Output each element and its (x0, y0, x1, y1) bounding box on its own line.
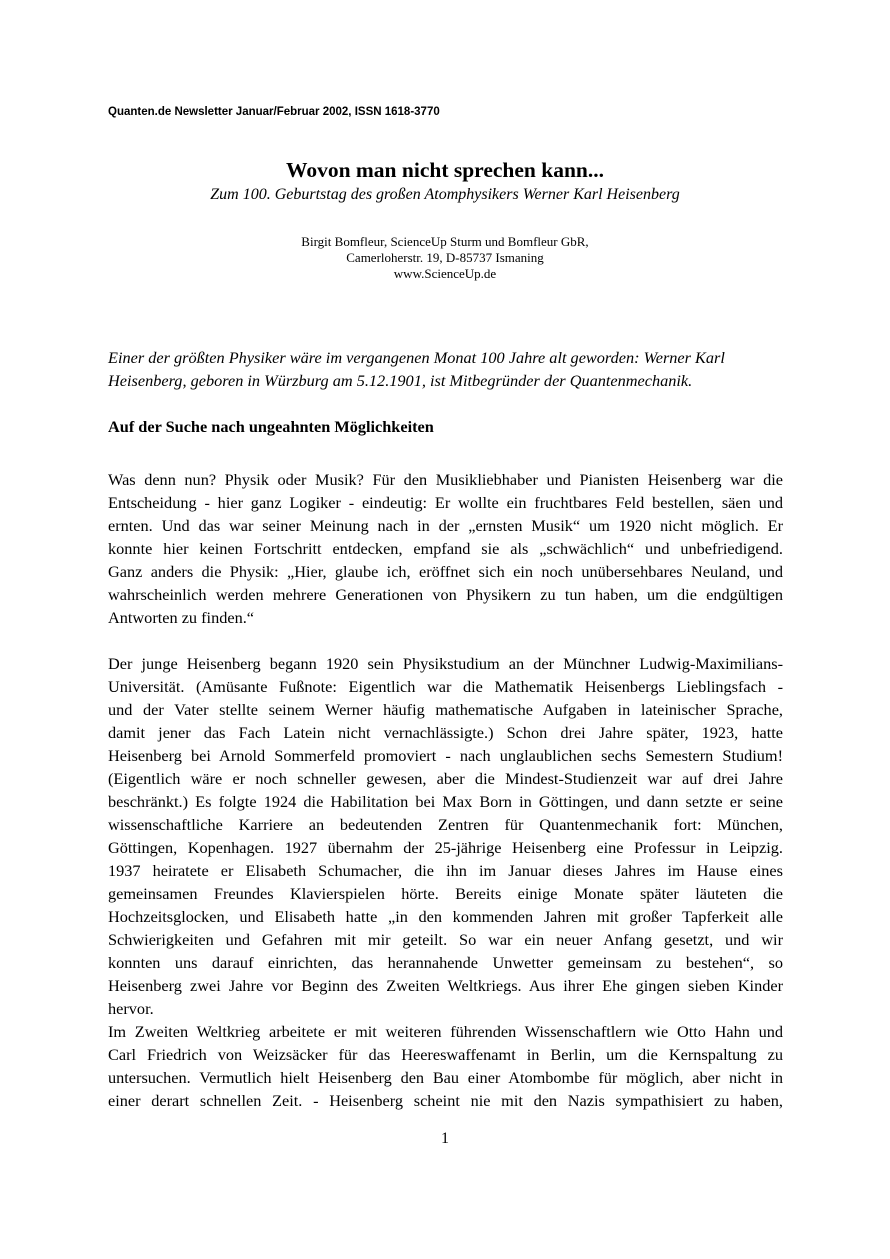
text-line: Der junge Heisenberg begann 1920 sein Physikstudium an der Münchner Ludwig-Maximilians- (108, 654, 783, 673)
lead-line: Einer der größten Physiker wäre im vergangenen Monat 100 Jahre alt geworden: Werner Karl (108, 348, 725, 367)
paragraph-1 (108, 468, 783, 629)
newsletter-header: Quanten.de Newsletter Januar/Februar 2002, ISSN 1618-3770 (108, 106, 440, 118)
text-line: ernten. Und das war seiner Meinung nach in der „ernsten Musik“ um 1920 nicht möglich. Er (108, 516, 783, 535)
article-subtitle: Zum 100. Geburtstag des großen Atomphysikers Werner Karl Heisenberg (210, 186, 680, 203)
text-line: Ganz anders die Physik: „Hier, glaube ich, eröffnet sich ein noch unübersehbares Neuland, und (108, 562, 783, 581)
text-line: gemeinsamen Freundes Klavierspielen hörte. Bereits einige Monate später läuteten die (108, 884, 783, 903)
text-line: Universität. (Amüsante Fußnote: Eigentlich war die Mathematik Heisenbergs Lieblingsfach - (108, 677, 783, 696)
text-line: Carl Friedrich von Weizsäcker für das Heereswaffenamt in Berlin, um die Kernspaltung zu (108, 1045, 783, 1064)
text-line: damit jener das Fach Latein nicht vernachlässigte.) Schon drei Jahre später, 1923, hatte (108, 723, 783, 742)
author-line: Birgit Bomfleur, ScienceUp Sturm und Bomfleur GbR, (301, 234, 589, 249)
lead-line: Heisenberg, geboren in Würzburg am 5.12.1901, ist Mitbegründer der Quantenmechanik. (108, 371, 693, 390)
author-block (0, 234, 890, 282)
text-line: Antworten zu finden.“ (108, 608, 255, 627)
page-number: 1 (441, 1130, 449, 1147)
text-line: 1937 heiratete er Elisabeth Schumacher, die ihn im Januar dieses Jahres im Hause eines (108, 861, 783, 880)
text-line: Hochzeitsglocken, und Elisabeth hatte „in den kommenden Jahren mit großer Tapferkeit alle (108, 907, 783, 926)
text-line: und der Vater stellte seinem Werner häufig mathematische Aufgaben in lateinischer Sprache, (108, 700, 783, 719)
text-line: hervor. (108, 999, 154, 1018)
text-line: (Eigentlich wäre er noch schneller gewesen, aber die Mindest-Studienzeit war auf drei Jahre (108, 769, 783, 788)
section-heading: Auf der Suche nach ungeahnten Möglichkeiten (108, 417, 434, 436)
article-title: Wovon man nicht sprechen kann... (286, 158, 604, 182)
author-website: www.ScienceUp.de (393, 266, 497, 281)
text-line: untersuchen. Vermutlich hielt Heisenberg den Bau einer Atombombe für möglich, aber nicht in (108, 1068, 783, 1087)
lead-paragraph (108, 346, 783, 392)
text-line: Was denn nun? Physik oder Musik? Für den Musikliebhaber und Pianisten Heisenberg war die (108, 470, 783, 489)
text-line: Im Zweiten Weltkrieg arbeitete er mit weiteren führenden Wissenschaftlern wie Otto Hahn und (108, 1022, 783, 1041)
text-line: Entscheidung - hier ganz Logiker - eindeutig: Er wollte ein fruchtbares Feld bestellen, säen und (108, 493, 783, 512)
paragraph-2 (108, 652, 783, 1112)
author-address: Camerloherstr. 19, D-85737 Ismaning (346, 250, 544, 265)
text-line: konnte hier keinen Fortschritt entdecken, empfand sie als „schwächlich“ und unbefriedigend. (108, 539, 783, 558)
text-line: Heisenberg bei Arnold Sommerfeld promoviert - nach unglaublichen sechs Semestern Studium! (108, 746, 783, 765)
text-line: Göttingen, Kopenhagen. 1927 übernahm der 25-jährige Heisenberg eine Professur in Leipzig. (108, 838, 783, 857)
text-line: konnten uns darauf einrichten, das herannahende Unwetter gemeinsam zu bestehen“, so (108, 953, 783, 972)
text-line: Schwierigkeiten und Gefahren mit mir geteilt. So war ein neuer Anfang gesetzt, und wir (108, 930, 783, 949)
text-line: beschränkt.) Es folgte 1924 die Habilitation bei Max Born in Göttingen, und dann setzte er seine (108, 792, 783, 811)
text-line: Heisenberg zwei Jahre vor Beginn des Zweiten Weltkriegs. Aus ihrer Ehe gingen sieben Kinder (108, 976, 783, 995)
text-line: einer derart schnellen Zeit. - Heisenberg scheint nie mit den Nazis sympathisiert zu haben, (108, 1091, 783, 1110)
text-line: wissenschaftliche Karriere an bedeutenden Zentren für Quantenmechanik fort: München, (108, 815, 783, 834)
text-line: wahrscheinlich werden mehrere Generationen von Physikern zu tun haben, um die endgültigen (108, 585, 783, 604)
